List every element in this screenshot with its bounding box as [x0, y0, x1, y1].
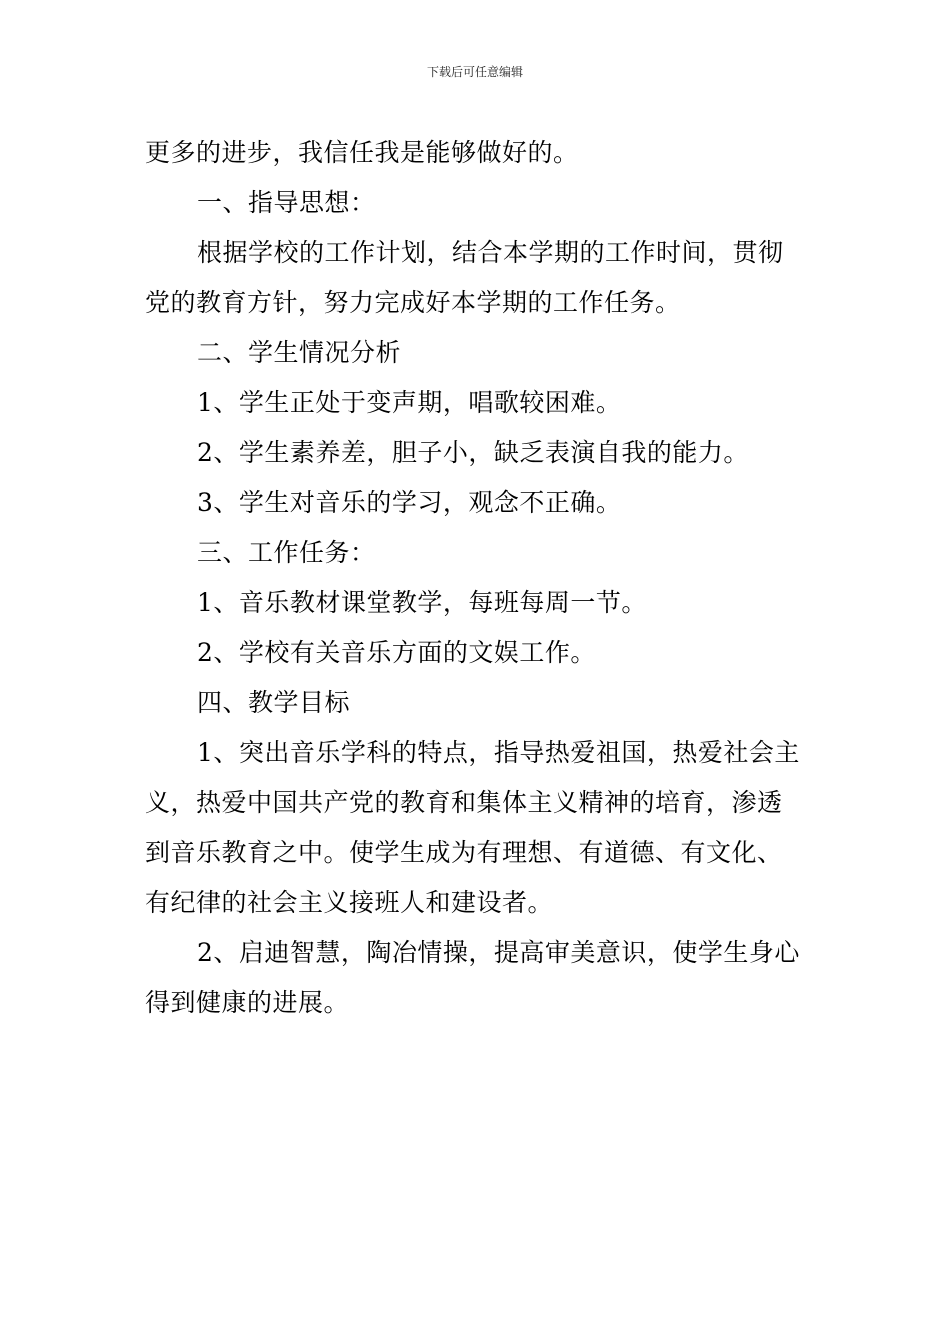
- paragraph-guiding-thought: 根据学校的工作计划，结合本学期的工作时间，贯彻党的教育方针，努力完成好本学期的工作任务。: [145, 238, 784, 317]
- document-body: [145, 128, 807, 1028]
- heading-teaching-goals: 四、教学目标: [197, 688, 351, 717]
- paragraph-continuation: 更多的进步，我信任我是能够做好的。: [145, 138, 579, 167]
- header-note: 下载后可任意编辑: [426, 65, 523, 79]
- heading-work-tasks: 三、工作任务：: [197, 538, 376, 567]
- list-item-task-1: 1、音乐教材课堂教学，每班每周一节。: [197, 588, 647, 617]
- list-item-analysis-2: 2、学生素养差，胆子小，缺乏表演自我的能力。: [197, 438, 749, 467]
- list-item-analysis-3: 3、学生对音乐的学习，观念不正确。: [197, 488, 622, 517]
- list-item-goal-2: 2、启迪智慧，陶冶情操，提高审美意识，使学生身心得到健康的进展。: [145, 938, 800, 1017]
- heading-student-analysis: 二、学生情况分析: [197, 338, 402, 367]
- heading-guiding-thought: 一、指导思想：: [197, 188, 376, 217]
- list-item-analysis-1: 1、学生正处于变声期，唱歌较困难。: [197, 388, 622, 417]
- list-item-task-2: 2、学校有关音乐方面的文娱工作。: [197, 638, 596, 667]
- list-item-goal-1: 1、突出音乐学科的特点，指导热爱祖国，热爱社会主义，热爱中国共产党的教育和集体主义精神的培育，渗透到音乐教育之中。使学生成为有理想、有道德、有文化、有纪律的社会主义接班人和建设者。: [145, 738, 800, 917]
